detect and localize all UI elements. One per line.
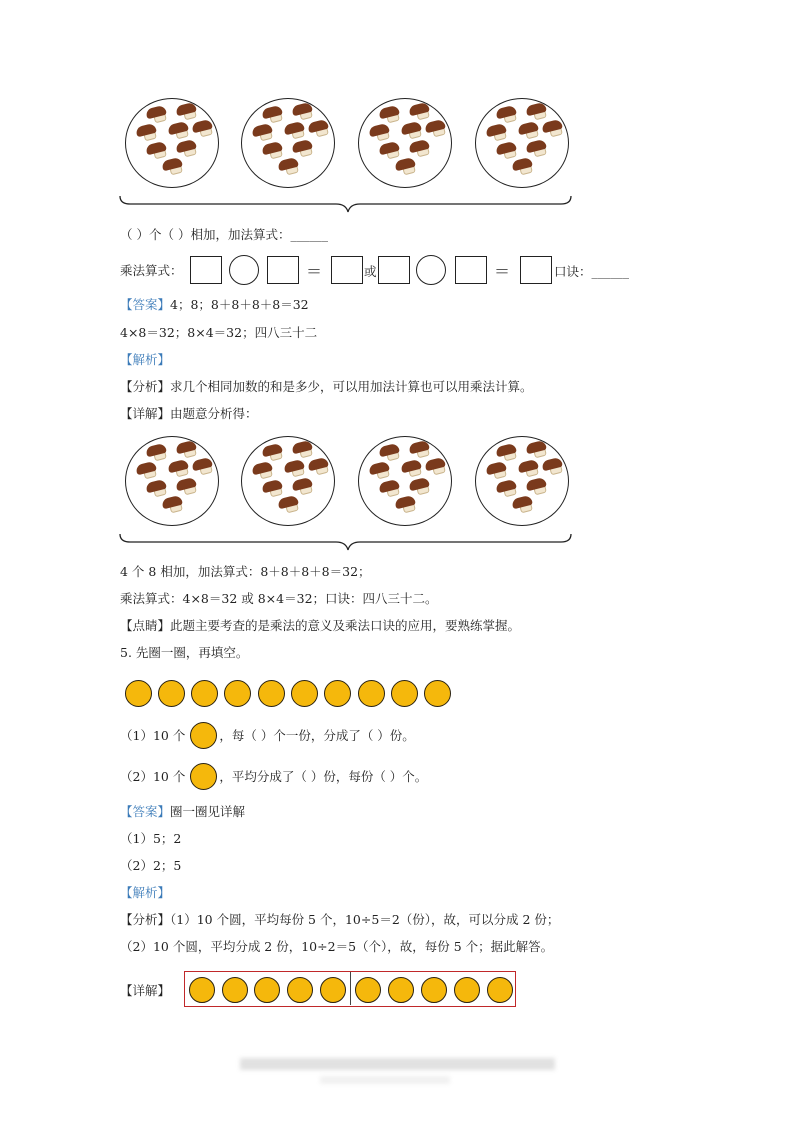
mushroom-icon [401,461,421,475]
blurred-footer [320,1076,450,1084]
plate [241,436,335,526]
question-title: 5. 先圈一圈，再填空。 [120,645,249,660]
mushroom-icon [136,125,156,139]
plate [475,436,569,526]
detail-line: 乘法算式：4×8＝32 或 8×4＝32；口诀：四八三十二。 [120,591,438,606]
answer-box[interactable] [331,256,363,284]
coin-icon [320,977,346,1003]
mushroom-icon [252,125,272,139]
mushroom-icon [146,445,166,459]
brace [118,194,573,216]
mushroom-icon [409,442,429,456]
mushroom-icon [496,445,516,459]
answer-box[interactable] [455,256,487,284]
coin-icon [291,680,318,707]
mushroom-icon [496,107,516,121]
mushroom-icon [542,121,562,135]
mushroom-icon [284,461,304,475]
jiexi-heading: 【解析】 [120,352,171,367]
coin-icon [388,977,414,1003]
coin-icon [158,680,185,707]
analysis-text: 【分析】求几个相同加数的和是多少，可以用加法计算也可以用乘法计算。 [120,379,533,394]
mushroom-icon [526,479,546,493]
plate [241,98,335,188]
mushroom-icon [162,159,182,173]
mushroom-icon [262,445,282,459]
coin-icon [454,977,480,1003]
coin-icon [355,977,381,1003]
plate [125,436,219,526]
coin-icon [125,680,152,707]
sub-question-2: （2）10 个 ，平均分成了（ ）份，每份（ ）个。 [120,769,428,784]
coin-icon [391,680,418,707]
plate [475,98,569,188]
mushroom-icon [176,104,196,118]
or-text: 或 [364,264,377,279]
mushroom-icon [146,107,166,121]
mushroom-icon [146,143,166,157]
detail-heading: 【详解】 [120,983,171,998]
coin-icon [258,680,285,707]
answer-box[interactable] [267,256,299,284]
coin-icon [324,680,351,707]
mushroom-icon [425,459,445,473]
mushroom-icon [496,481,516,495]
mushroom-icon [176,442,196,456]
mult-label: 乘法算式： [120,263,183,278]
mushroom-icon [526,141,546,155]
mushroom-icon [369,125,389,139]
mushroom-icon [518,123,538,137]
group-divider [350,972,351,1005]
mushroom-icon [425,121,445,135]
coin-icon [224,680,251,707]
mushroom-icon [496,143,516,157]
mushroom-icon [192,459,212,473]
coin-icon [254,977,280,1003]
coin-icon [222,977,248,1003]
operator-circle[interactable] [229,255,259,285]
answer-box[interactable] [520,256,552,284]
koujue-blank: 口诀：______ [554,264,630,279]
coin-icon [189,977,215,1003]
mushroom-icon [308,121,328,135]
mushroom-icon [292,104,312,118]
mushroom-icon [369,463,389,477]
mushroom-icon [284,123,304,137]
mushroom-icon [526,104,546,118]
answer-line: 4×8＝32；8×4＝32；四八三十二 [120,325,318,340]
mushroom-icon [409,104,429,118]
mushroom-icon [308,459,328,473]
mushroom-icon [168,123,188,137]
sub-question-1: （1）10 个 ，每（ ）个一份，分成了（ ）份。 [120,728,415,743]
equals-sign: ＝ [306,262,323,281]
mushroom-icon [252,463,272,477]
mushroom-icon [379,481,399,495]
mushroom-icon [292,442,312,456]
mushroom-icon [262,481,282,495]
mushroom-icon [409,141,429,155]
fill-blank-line: （ ）个（ ）相加，加法算式：______ [120,227,328,242]
analysis-text: 【分析】（1）10 个圆，平均每份 5 个，10÷5＝2（份），故，可以分成 2 份； [120,912,560,927]
mushroom-icon [162,497,182,511]
detail-line: 4 个 8 相加，加法算式：8＋8＋8＋8＝32； [120,564,371,579]
coin-icon [287,977,313,1003]
analysis-text: （2）10 个圆，平均分成 2 份，10÷2＝5（个），故，每份 5 个；据此解答。 [120,939,554,954]
answer-line: （2）2；5 [120,858,182,873]
mushroom-icon [292,141,312,155]
plate [125,98,219,188]
coin-icon [358,680,385,707]
plate [358,98,452,188]
answer-box[interactable] [190,256,222,284]
coin-icon [487,977,513,1003]
mushroom-icon [401,123,421,137]
mushroom-icon [512,497,532,511]
mushroom-icon [518,461,538,475]
blurred-footer [240,1058,555,1070]
mushroom-icon [512,159,532,173]
mushroom-icon [192,121,212,135]
mushroom-icon [262,107,282,121]
plate [358,436,452,526]
mushroom-icon [292,479,312,493]
detail-heading: 【详解】由题意分析得： [120,406,258,421]
mushroom-icon [486,463,506,477]
mushroom-icon [379,445,399,459]
mushroom-icon [379,143,399,157]
answer-tag: 【答案】圈一圈见详解 [120,804,246,819]
mushroom-icon [486,125,506,139]
operator-circle[interactable] [416,255,446,285]
mushroom-icon [278,497,298,511]
coin-icon [190,763,217,790]
mushroom-icon [176,141,196,155]
answer-tag: 【答案】4；8；8＋8＋8＋8＝32 [120,297,309,312]
equals-sign: ＝ [494,262,511,281]
coin-icon [190,722,217,749]
answer-line: （1）5；2 [120,831,182,846]
coin-icon [421,977,447,1003]
jiexi-heading: 【解析】 [120,885,171,900]
mushroom-icon [542,459,562,473]
mushroom-icon [168,461,188,475]
mushroom-icon [526,442,546,456]
answer-box[interactable] [378,256,410,284]
dianjing-text: 【点睛】此题主要考查的是乘法的意义及乘法口诀的应用，要熟练掌握。 [120,618,521,633]
mushroom-icon [395,159,415,173]
mushroom-icon [278,159,298,173]
mushroom-icon [146,481,166,495]
mushroom-icon [136,463,156,477]
mushroom-icon [379,107,399,121]
mushroom-icon [409,479,429,493]
mushroom-icon [176,479,196,493]
brace [118,532,573,554]
coin-icon [191,680,218,707]
mushroom-icon [262,143,282,157]
coin-icon [424,680,451,707]
mushroom-icon [395,497,415,511]
